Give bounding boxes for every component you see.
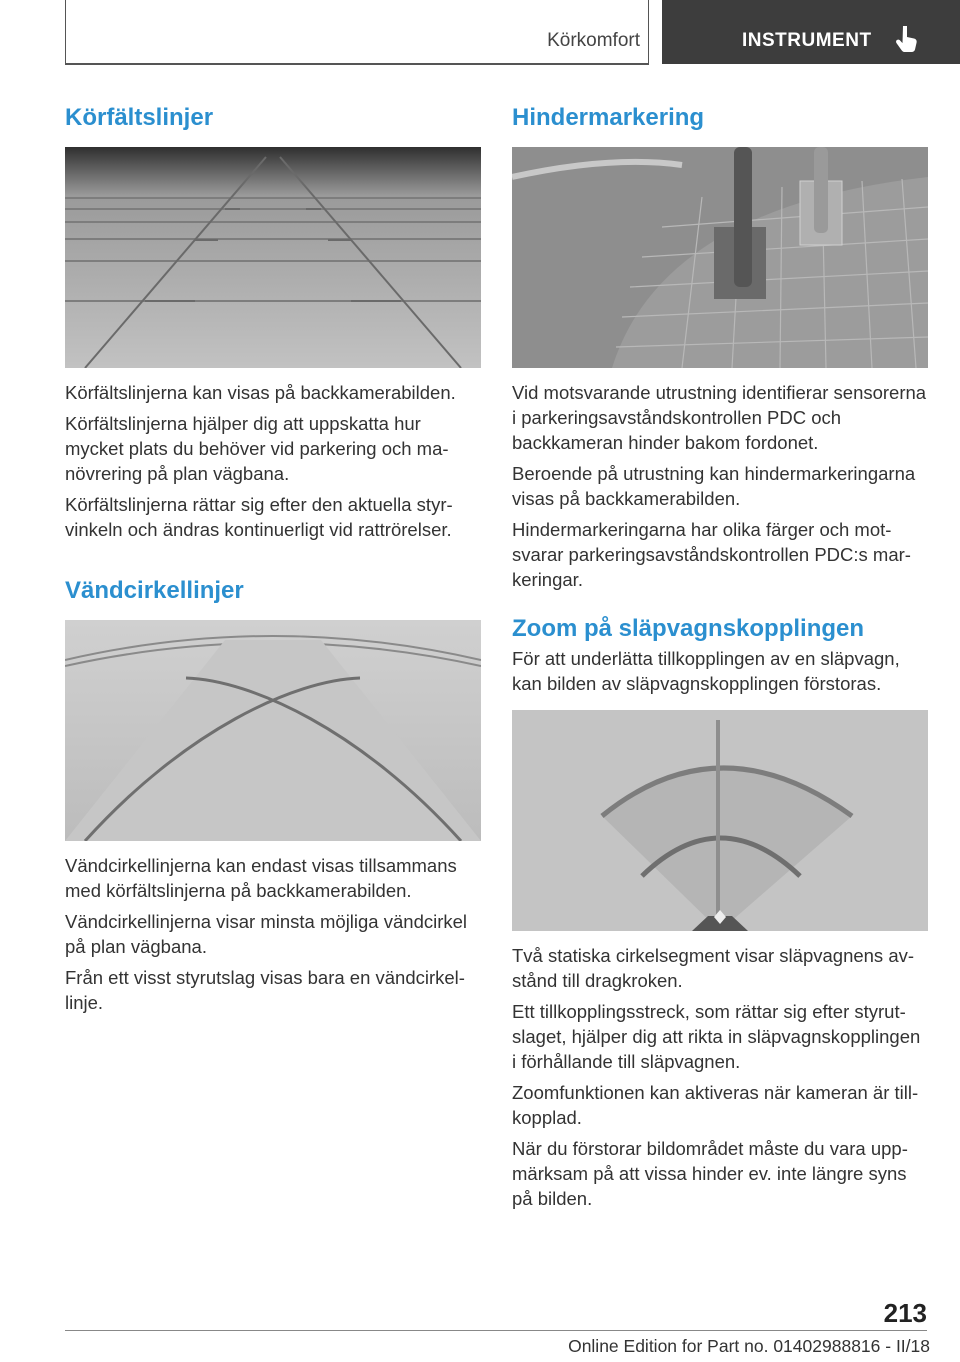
para-zoom-2: Ett tillkopplingsstreck, som rättar sig efter styrutslaget, hjälper dig att rikta in släpvagnskopplingen i förhållande till släpvagnen. (512, 1001, 921, 1072)
header-rule-mid (648, 0, 649, 64)
para-lane-1: Körfältslinjerna kan visas på backkamerabilden. (65, 382, 456, 403)
right-column (512, 103, 928, 1211)
footer-rule (65, 1330, 927, 1331)
para-obstacle-1: Vid motsvarande utrustning identifierar sensorerna i parkeringsavståndskontrollen PDC och backkameran hinder bakom fordonet. (512, 382, 927, 453)
heading-turning-circle: Vändcirkellinjer (65, 577, 244, 604)
left-column (65, 103, 481, 1015)
para-zoom-0: För att underlätta tillkopplingen av en släpvagn, kan bilden av släpvagnskopplingen förstoras. (512, 648, 900, 694)
para-turn-1: Vändcirkellinjerna kan endast visas tillsammans med körfältslinjerna på backkamerabilden. (65, 855, 457, 901)
para-lane-3: Körfältslinjerna rättar sig efter den aktuella styrvinkeln och ändras kontinuerligt vid rattrörelser. (65, 494, 453, 540)
figure-lane-lines (65, 147, 481, 368)
heading-lane-lines: Körfältslinjer (65, 104, 214, 131)
page-number: 213 (883, 1298, 927, 1328)
para-lane-2: Körfältslinjerna hjälper dig att uppskatta hur mycket plats du behöver vid parkering och manövrering på plan vägbana. (65, 413, 449, 484)
section-title: Körkomfort (547, 30, 640, 51)
para-zoom-3: Zoomfunktionen kan aktiveras när kameran är tillkopplad. (512, 1082, 919, 1128)
header-rule-bottom (65, 63, 649, 65)
figure-trailer-zoom (512, 710, 928, 931)
para-turn-2: Vändcirkellinjerna visar minsta möjliga vändcirkel på plan vägbana. (65, 911, 468, 957)
para-obstacle-3: Hindermarkeringarna har olika färger och motsvarar parkeringsavståndskontrollen PDC:s markeringar. (512, 519, 911, 590)
figure-obstacle-marking (512, 147, 928, 368)
chapter-tab-label: INSTRUMENT (742, 30, 872, 51)
pointing-hand-icon (892, 24, 922, 54)
heading-obstacle-marking: Hindermarkering (512, 104, 705, 131)
para-zoom-1: Två statiska cirkelsegment visar släpvagnens avstånd till dragkroken. (512, 945, 915, 991)
heading-trailer-zoom: Zoom på släpvagnskopplingen (512, 615, 865, 642)
figure-turning-circle (65, 620, 481, 841)
para-obstacle-2: Beroende på utrustning kan hindermarkeringarna visas på backkamerabilden. (512, 463, 916, 509)
para-zoom-4: När du förstorar bildområdet måste du vara uppmärksam på att vissa hinder ev. inte längre syns på bilden. (512, 1138, 908, 1209)
header-rule-left (65, 0, 66, 64)
footer-edition: Online Edition for Part no. 01402988816 - II/18 (568, 1336, 930, 1356)
para-turn-3: Från ett visst styrutslag visas bara en vändcirkellinje. (65, 967, 465, 1013)
